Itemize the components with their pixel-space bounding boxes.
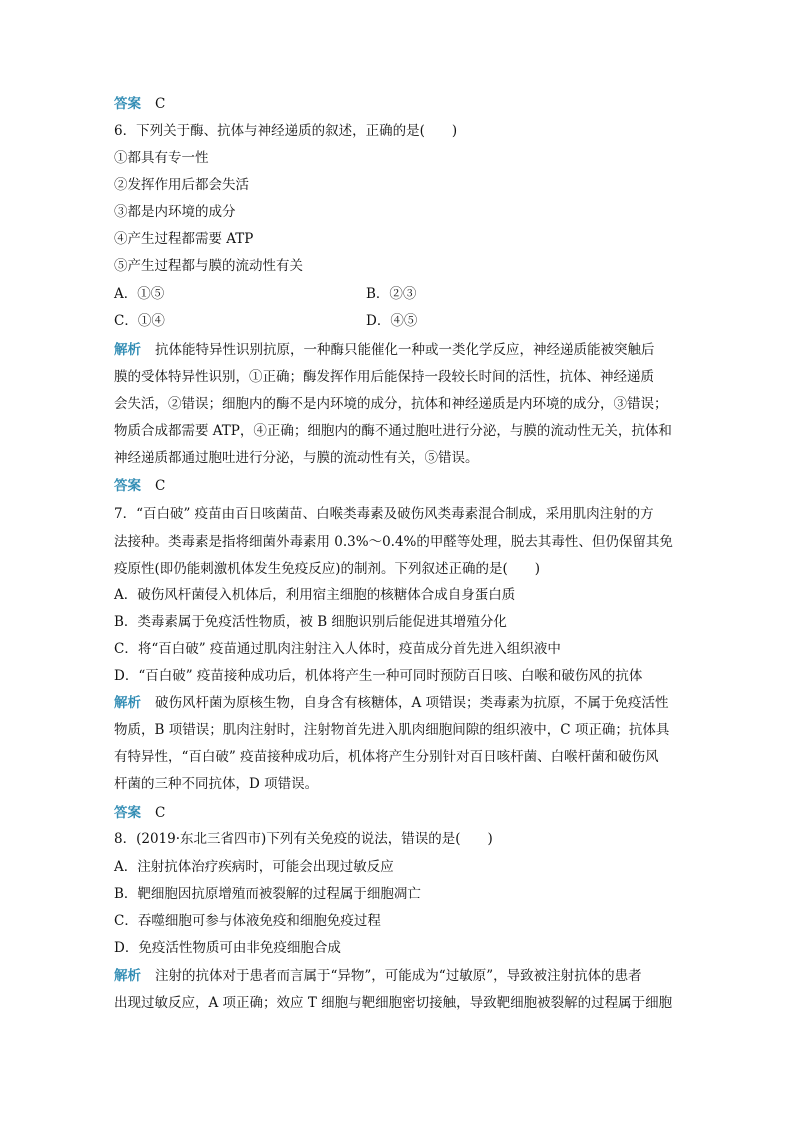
- q6-option-d: D．④⑤: [366, 313, 418, 329]
- answer-label: 答案: [114, 478, 141, 494]
- q6-explanation-line: 神经递质都通过胞吐进行分泌，与膜的流动性有关，⑤错误。: [114, 450, 479, 466]
- q6-explanation-line: 物质合成都需要 ATP，④正确；细胞内的酶不通过胞吐进行分泌，与膜的流动性无关，抗体和: [114, 423, 672, 439]
- answer-line-q7: [114, 800, 165, 827]
- q6-explanation-line: 膜的受体特异性识别，①正确；酶发挥作用后能保持一段较长时间的活性，抗体、神经递质: [114, 369, 654, 385]
- q6-item-3: ③都是内环境的成分: [114, 204, 236, 220]
- q7-explanation-line: [114, 690, 669, 717]
- q6-item-5: ⑤产生过程都与膜的流动性有关: [114, 258, 303, 274]
- q6-option-c: C．①④: [114, 313, 165, 329]
- q7-explanation-line: 杆菌的三种不同抗体，D 项错误。: [114, 776, 319, 792]
- q7-stem: 7．“百白破” 疫苗由百日咳菌苗、白喉类毒素及破伤风类毒素混合制成，采用肌肉注射的方: [114, 506, 654, 522]
- q8-explanation-line: 出现过敏反应，A 项正确；效应 T 细胞与靶细胞密切接触，导致靶细胞被裂解的过程属于细胞: [114, 995, 673, 1011]
- q6-option-b: B．②③: [366, 286, 417, 302]
- q7-option-c: C．将“百白破” 疫苗通过肌肉注射注入人体时，疫苗成分首先进入组织液中: [114, 641, 561, 657]
- answer-value: C: [155, 96, 166, 112]
- answer-line-q5: [114, 91, 165, 118]
- q8-explanation-text: 注射的抗体对于患者而言属于“异物”，可能成为“过敏原”，导致被注射抗体的患者: [155, 968, 642, 984]
- answer-value: C: [155, 805, 166, 821]
- q7-option-a: A．破伤风杆菌侵入机体后，利用宿主细胞的核糖体合成自身蛋白质: [114, 587, 516, 603]
- q6-item-1: ①都具有专一性: [114, 150, 209, 166]
- q7-explanation-line: 有特异性，“百白破” 疫苗接种成功后，机体将产生分别针对百日咳杆菌、白喉杆菌和破伤风: [114, 749, 659, 765]
- q8-option-a: A．注射抗体治疗疾病时，可能会出现过敏反应: [114, 859, 394, 875]
- answer-line-q6: [114, 473, 165, 500]
- q7-explanation-text: 破伤风杆菌为原核生物，自身含有核糖体，A 项错误；类毒素为抗原，不属于免疫活性: [155, 695, 669, 711]
- answer-label: 答案: [114, 96, 141, 112]
- q6-stem: 6．下列关于酶、抗体与神经递质的叙述，正确的是( ): [114, 123, 458, 139]
- q8-stem: 8．(2019·东北三省四市)下列有关免疫的说法，错误的是( ): [114, 831, 493, 847]
- q8-option-d: D．免疫活性物质可由非免疫细胞合成: [114, 940, 341, 956]
- q6-explanation-text: 抗体能特异性识别抗原，一种酶只能催化一种或一类化学反应，神经递质能被突触后: [155, 342, 655, 358]
- q6-option-a: A．①⑤: [114, 286, 165, 302]
- answer-label: 答案: [114, 805, 141, 821]
- q6-explanation-line: [114, 337, 655, 364]
- q8-option-b: B．靶细胞因抗原增殖而被裂解的过程属于细胞凋亡: [114, 886, 421, 902]
- analysis-label: 解析: [114, 695, 141, 711]
- q8-option-c: C．吞噬细胞可参与体液免疫和细胞免疫过程: [114, 913, 381, 929]
- q7-explanation-line: 物质，B 项错误；肌肉注射时，注射物首先进入肌肉细胞间隙的组织液中，C 项正确；抗体具: [114, 722, 670, 738]
- q6-item-4: ④产生过程都需要 ATP: [114, 231, 254, 247]
- q7-stem: 疫原性(即仍能刺激机体发生免疫反应)的制剂。下列叙述正确的是( ): [114, 561, 541, 577]
- analysis-label: 解析: [114, 968, 141, 984]
- q6-explanation-line: 会失活，②错误；细胞内的酶不是内环境的成分，抗体和神经递质是内环境的成分，③错误；: [114, 396, 668, 412]
- q7-option-b: B．类毒素属于免疫活性物质，被 B 细胞识别后能促进其增殖分化: [114, 614, 507, 630]
- q8-explanation-line: [114, 963, 642, 990]
- q7-option-d: D．“百白破” 疫苗接种成功后，机体将产生一种可同时预防百日咳、白喉和破伤风的抗体: [114, 668, 643, 684]
- analysis-label: 解析: [114, 342, 141, 358]
- answer-value: C: [155, 478, 166, 494]
- q6-item-2: ②发挥作用后都会失活: [114, 177, 249, 193]
- q7-stem: 法接种。类毒素是指将细菌外毒素用 0.3%～0.4%的甲醛等处理，脱去其毒性、但仍保留其免: [114, 534, 673, 550]
